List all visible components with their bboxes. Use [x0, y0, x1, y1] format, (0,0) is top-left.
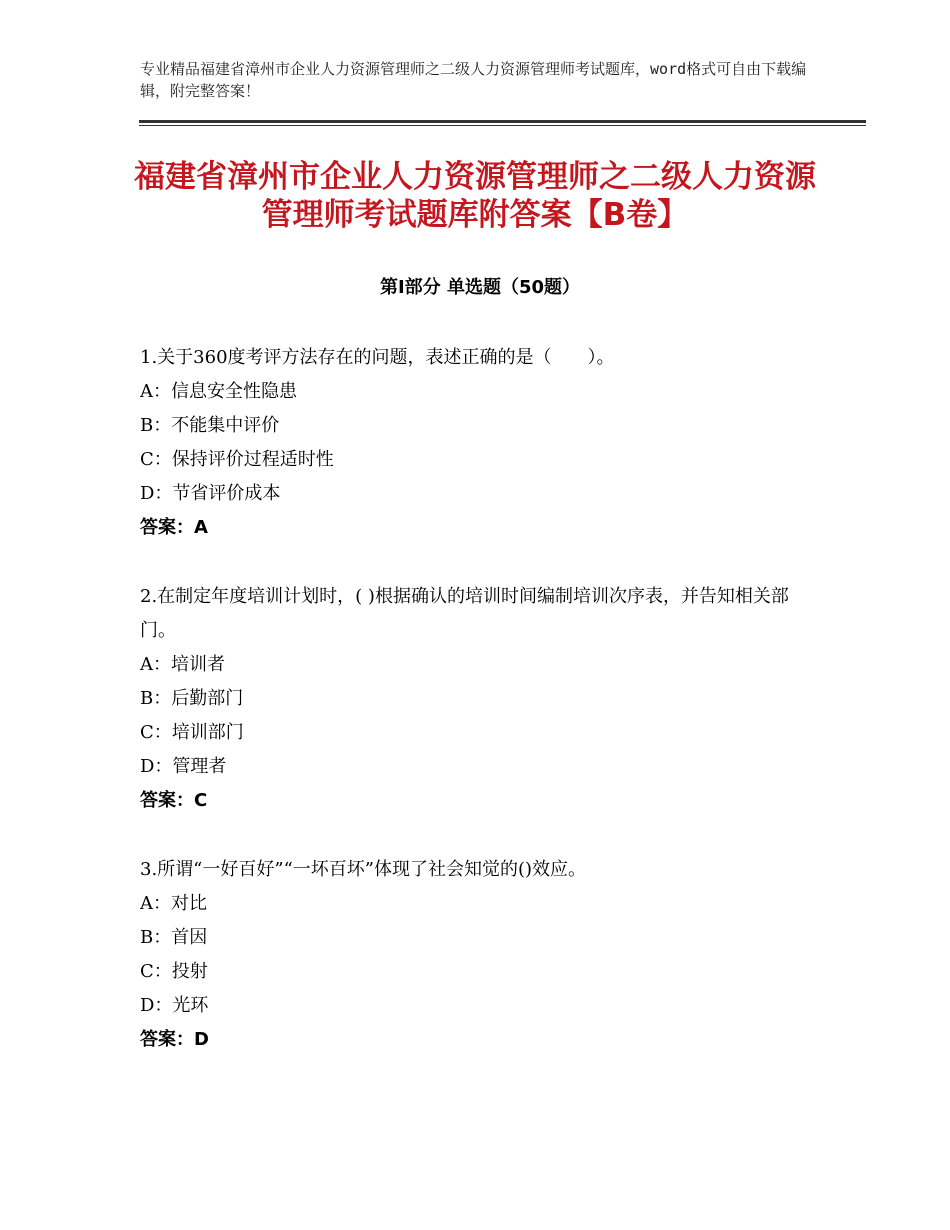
option-c: C：投射 [140, 961, 208, 982]
option-d: D：管理者 [140, 756, 227, 777]
document-title: 福建省漳州市企业人力资源管理师之二级人力资源管理师考试题库附答案【B卷】 [134, 159, 816, 233]
question-stem: 1.关于360度考评方法存在的问题，表述正确的是（ ）。 [140, 347, 615, 368]
question-stem: 3.所谓“一好百好”“一坏百坏”体现了社会知觉的()效应。 [140, 859, 587, 880]
header-divider-thin [139, 125, 866, 126]
answer: 答案：D [140, 1029, 209, 1050]
option-c: C：保持评价过程适时性 [140, 449, 334, 470]
option-a: A：对比 [140, 893, 207, 914]
question-3 [140, 853, 820, 1057]
section-title: 第Ⅰ部分 单选题（50题） [379, 277, 580, 298]
option-a: A：信息安全性隐患 [140, 381, 297, 402]
option-b: B：首因 [140, 927, 208, 948]
question-1 [140, 341, 820, 545]
option-a: A：培训者 [140, 654, 225, 675]
option-d: D：节省评价成本 [140, 483, 281, 504]
header-divider-thick [139, 120, 866, 123]
answer: 答案：C [140, 790, 208, 811]
question-stem: 2.在制定年度培训计划时，( )根据确认的培训时间编制培训次序表，并告知相关部门。 [140, 586, 789, 641]
question-2 [140, 580, 820, 818]
option-d: D：光环 [140, 995, 209, 1016]
option-b: B：不能集中评价 [140, 415, 280, 436]
answer: 答案：A [140, 517, 208, 538]
header-note: 专业精品福建省漳州市企业人力资源管理师之二级人力资源管理师考试题库，word格式可自由下载编辑，附完整答案！ [140, 60, 807, 100]
option-b: B：后勤部门 [140, 688, 244, 709]
option-c: C：培训部门 [140, 722, 244, 743]
